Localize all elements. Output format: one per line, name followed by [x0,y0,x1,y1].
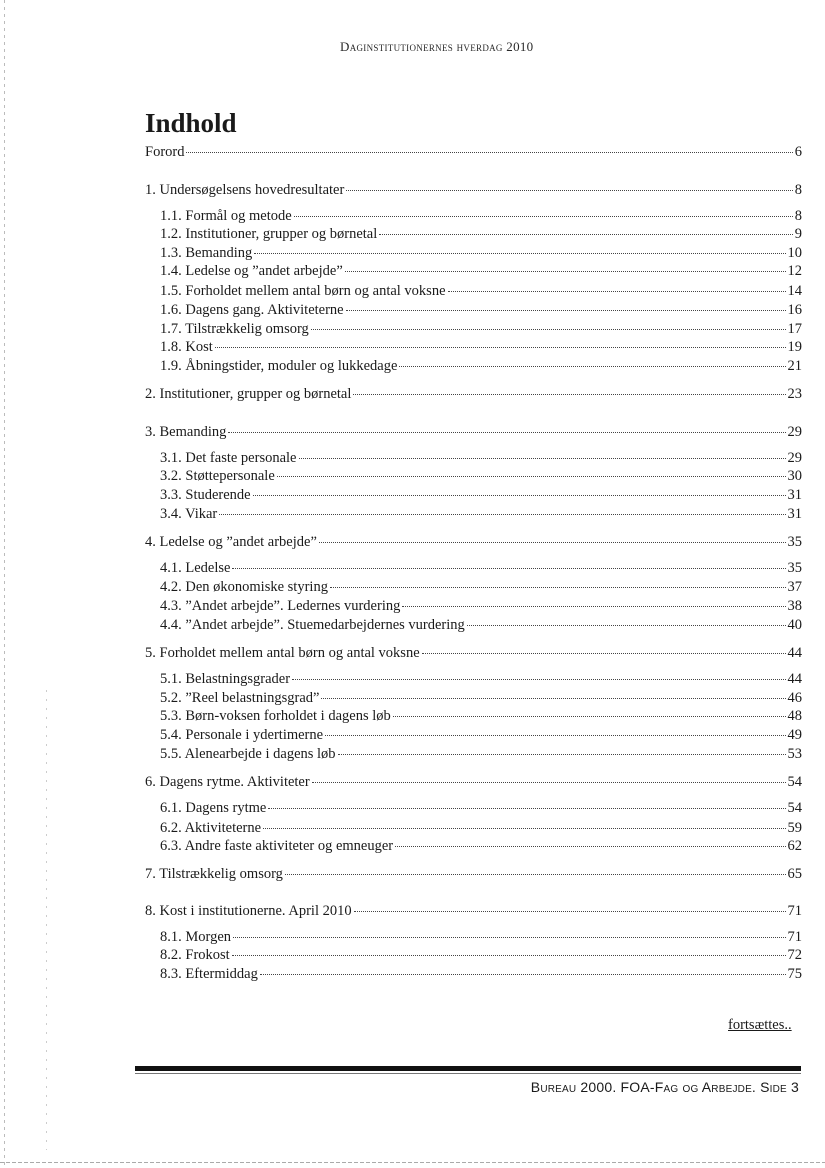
toc-dot-leader [448,291,786,292]
toc-entry-page: 10 [787,245,802,261]
toc-entry-page: 71 [787,929,802,945]
footer-rule-thin [135,1073,801,1074]
toc-entry-label: 4.4. ”Andet arbejde”. Stuemedarbejdernes vurdering [160,617,465,633]
toc-dot-leader [379,234,792,235]
toc-entry-page: 6 [794,144,802,160]
toc-dot-leader [292,679,785,680]
toc-entry-label: 1.1. Formål og metode [160,208,292,224]
toc-entry-page: 53 [787,746,802,762]
toc-entry-label: 1.6. Dagens gang. Aktiviteterne [160,302,344,318]
toc-dot-leader [215,347,786,348]
toc-entry-page: 12 [787,263,802,279]
toc-entry-label: 4. Ledelse og ”andet arbejde” [145,534,317,550]
toc-entry[interactable] [160,208,802,225]
toc-entry-label: 8.2. Frokost [160,947,230,963]
toc-entry[interactable] [160,263,802,280]
toc-entry-label: 7. Tilstrækkelig omsorg [145,866,283,882]
toc-dot-leader [277,476,786,477]
toc-entry-label: 4.3. ”Andet arbejde”. Ledernes vurdering [160,598,401,614]
toc-dot-leader [228,432,785,433]
continue-link[interactable]: fortsættes.. [728,1017,792,1033]
toc-entry[interactable] [145,774,802,791]
toc-entry[interactable] [160,947,802,964]
toc-dot-leader [319,542,786,543]
toc-entry-page: 40 [787,617,802,633]
toc-entry-label: 5.1. Belastningsgrader [160,671,291,687]
toc-dot-leader [393,716,786,717]
toc-entry-page: 65 [787,866,802,882]
toc-dot-leader [399,366,785,367]
toc-entry[interactable] [145,424,802,441]
toc-entry[interactable] [160,468,802,485]
toc-dot-leader [219,514,785,515]
toc-dot-leader [263,828,785,829]
toc-entry-label: 4.2. Den økonomiske styring [160,579,328,595]
toc-dot-leader [299,458,786,459]
toc-dot-leader [321,698,785,699]
toc-entry[interactable] [160,617,802,634]
toc-entry[interactable] [145,386,802,403]
toc-dot-leader [353,394,785,395]
footer-rule [135,1066,801,1071]
toc-entry[interactable] [160,506,802,523]
toc-entry[interactable] [160,450,802,467]
toc-entry-page: 72 [787,947,802,963]
toc-entry-label: 6.3. Andre faste aktiviteter og emneuger [160,838,394,854]
toc-entry-page: 30 [787,468,802,484]
running-head: Daginstitutionernes hverdag 2010 [340,39,534,54]
toc-entry-label: 8.1. Morgen [160,929,232,945]
toc-entry-page: 31 [787,506,802,522]
toc-entry[interactable] [160,838,802,855]
toc-entry-label: 4.1. Ledelse [160,560,231,576]
toc-entry-page: 16 [787,302,802,318]
toc-entry[interactable] [160,690,802,707]
toc-entry-page: 14 [787,283,802,299]
toc-entry-label: 3.2. Støttepersonale [160,468,275,484]
toc-dot-leader [253,495,786,496]
toc-dot-leader [467,625,786,626]
toc-entry-label: 3.3. Studerende [160,487,251,503]
toc-entry-label: 1.3. Bemanding [160,245,253,261]
toc-entry[interactable] [160,321,802,338]
toc-entry-page: 29 [787,424,802,440]
toc-entry[interactable] [160,226,802,243]
toc-dot-leader [294,216,793,217]
toc-entry[interactable] [160,579,802,596]
toc-dot-leader [346,310,786,311]
toc-dot-leader [330,587,786,588]
toc-entry-page: 21 [787,358,802,374]
toc-dot-leader [346,190,792,191]
toc-dot-leader [402,606,785,607]
toc-entry[interactable] [160,302,802,319]
toc-entry[interactable] [145,144,802,161]
toc-entry-page: 71 [787,903,802,919]
toc-dot-leader [233,937,785,938]
toc-dot-leader [260,974,786,975]
toc-entry-label: 3. Bemanding [145,424,227,440]
toc-entry-page: 54 [787,774,802,790]
toc-entry[interactable] [145,866,802,883]
toc-dot-leader [311,329,786,330]
toc-entry[interactable] [145,903,802,920]
toc-entry-page: 23 [787,386,802,402]
toc-dot-leader [312,782,786,783]
toc-dot-leader [232,568,785,569]
toc-entry-page: 35 [787,560,802,576]
toc-entry-label: 5. Forholdet mellem antal børn og antal voksne [145,645,420,661]
toc-entry-page: 59 [787,820,802,836]
toc-entry-label: Forord [145,144,185,160]
toc-entry[interactable] [145,534,802,551]
toc-dot-leader [422,653,786,654]
page-title: Indhold [145,108,237,138]
toc-entry-page: 62 [787,838,802,854]
toc-dot-leader [232,955,786,956]
toc-entry-label: 3.4. Vikar [160,506,218,522]
toc-dot-leader [254,253,785,254]
toc-entry-page: 75 [787,966,802,982]
toc-entry[interactable] [160,746,802,763]
toc-entry-label: 2. Institutioner, grupper og børnetal [145,386,352,402]
toc-entry[interactable] [160,487,802,504]
toc-entry-page: 35 [787,534,802,550]
toc-entry-label: 1. Undersøgelsens hovedresultater [145,182,345,198]
toc-entry-page: 37 [787,579,802,595]
scan-edge-mark [46,690,47,1150]
toc-entry-label: 5.3. Børn-voksen forholdet i dagens løb [160,708,391,724]
toc-entry-label: 5.2. ”Reel belastningsgrad” [160,690,320,706]
toc-entry[interactable] [160,800,802,817]
toc-entry[interactable] [160,966,802,983]
toc-entry-page: 49 [787,727,802,743]
toc-entry-page: 8 [794,208,802,224]
toc-entry-label: 8.3. Eftermiddag [160,966,258,982]
toc-entry-page: 31 [787,487,802,503]
toc-dot-leader [395,846,785,847]
toc-entry-label: 5.5. Alenearbejde i dagens løb [160,746,336,762]
toc-entry[interactable] [160,708,802,725]
toc-dot-leader [268,808,785,809]
toc-entry-label: 1.7. Tilstrækkelig omsorg [160,321,309,337]
toc-entry-page: 9 [794,226,802,242]
toc-entry[interactable] [160,283,802,300]
scan-edge-mark [4,0,5,1168]
toc-entry[interactable] [160,560,802,577]
toc-entry-label: 1.8. Kost [160,339,213,355]
toc-entry-page: 38 [787,598,802,614]
toc-entry-page: 8 [794,182,802,198]
toc-entry-label: 8. Kost i institutionerne. April 2010 [145,903,352,919]
toc-entry-page: 17 [787,321,802,337]
toc-dot-leader [325,735,785,736]
toc-entry-label: 6. Dagens rytme. Aktiviteter [145,774,310,790]
toc-dot-leader [345,271,786,272]
scan-bottom-mark [0,1162,825,1163]
toc-entry[interactable] [145,645,802,662]
toc-entry-label: 5.4. Personale i ydertimerne [160,727,324,743]
page-footer: Bureau 2000. FOA-Fag og Arbejde. Side 3 [530,1079,799,1095]
toc-entry-label: 1.9. Åbningstider, moduler og lukkedage [160,358,398,374]
toc-entry[interactable] [145,182,802,199]
toc-dot-leader [186,152,792,153]
toc-entry-label: 3.1. Det faste personale [160,450,297,466]
toc-dot-leader [354,911,786,912]
toc-entry-page: 48 [787,708,802,724]
toc-dot-leader [338,754,786,755]
toc-entry[interactable] [160,929,802,946]
toc-entry[interactable] [160,820,802,837]
toc-entry-page: 46 [787,690,802,706]
toc-entry-label: 1.2. Institutioner, grupper og børnetal [160,226,378,242]
toc-entry[interactable] [160,727,802,744]
toc-entry[interactable] [160,598,802,615]
toc-entry-page: 54 [787,800,802,816]
toc-entry[interactable] [160,358,802,375]
toc-entry-label: 6.1. Dagens rytme [160,800,267,816]
toc-entry[interactable] [160,245,802,262]
toc-entry-page: 44 [787,671,802,687]
toc-entry-page: 19 [787,339,802,355]
toc-entry-label: 6.2. Aktiviteterne [160,820,262,836]
toc-entry[interactable] [160,339,802,356]
toc-dot-leader [285,874,786,875]
toc-entry-label: 1.5. Forholdet mellem antal børn og antal voksne [160,283,446,299]
toc-entry-label: 1.4. Ledelse og ”andet arbejde” [160,263,343,279]
toc-entry[interactable] [160,671,802,688]
toc-entry-page: 44 [787,645,802,661]
toc-entry-page: 29 [787,450,802,466]
